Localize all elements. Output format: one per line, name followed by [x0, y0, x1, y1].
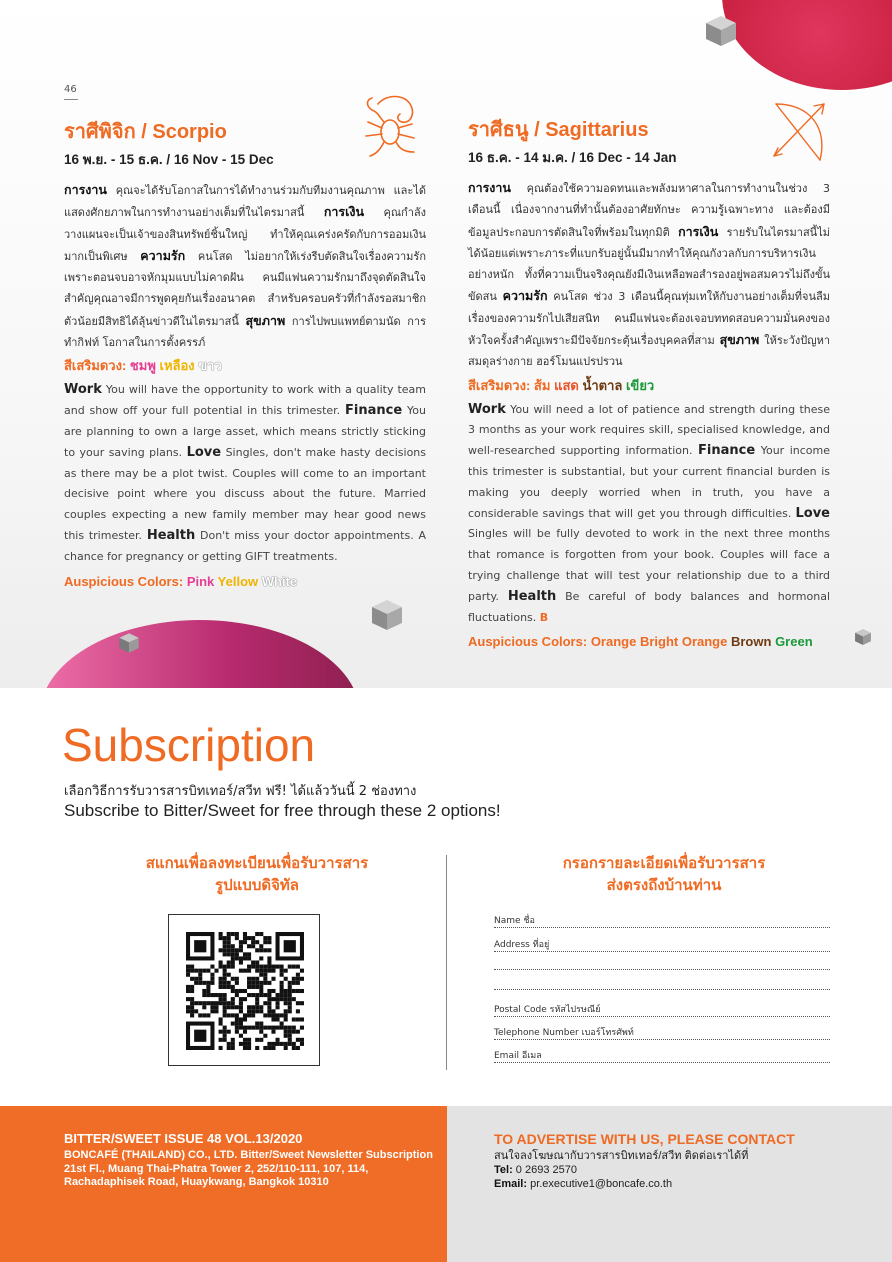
name-field[interactable]: Name ชื่อ — [494, 916, 830, 928]
scorpio-thai-forecast: การงาน คุณจะได้รับโอกาสในการได้ทำงานร่วมกับทีมงานคุณภาพ และได้แสดงศักยภาพในการทำงานอย่างเต็มที่ในไตรมาสนี้ การเงิน คุณกำลังวางแผนจะเป็นเจ้าของสินทรัพย์ชิ้นใหญ่ ทำให้คุณเคร่งครัดกับการออมเงินมากเป็นพิเศษ ความรัก คนโสด ไม่อยากให้เร่งรีบตัดสินใจเรื่องความรักเพราะตอนจบอาจหักมุมแบบไม่คาดฝัน คนมีแฟนความรักมาถึงจุดตัดสินใจสำคัญคุณอาจมีการพูดคุยกันเรื่องอนาคต สำหรับครอบครัวที่กำลังรอสมาชิกตัวน้อยมีสิทธิได้ลุ้นข่าวดีในไตรมาสนี้ สุขภาพ การไปพบแพทย์ตามนัด การทำกิฟท์ โอกาสในการตั้งครรภ์ — [64, 182, 427, 350]
qr-code-icon — [186, 932, 304, 1050]
scorpio-column — [64, 120, 426, 589]
sagittarius-column — [468, 118, 830, 649]
address-field-line-2[interactable] — [494, 958, 830, 970]
end-mark: B — [539, 610, 549, 624]
sagittarius-title: ราศีธนู / Sagittarius — [468, 119, 649, 141]
subscription-subtitle-thai: เลือกวิธีการรับวารสารบิทเทอร์/สวีท ฟรี! ได้แล้ววันนี้ 2 ช่องทาง — [64, 784, 417, 799]
email-field[interactable]: Email อีเมล — [494, 1051, 830, 1063]
page-number-rule — [64, 99, 78, 100]
cube-icon — [704, 14, 738, 48]
address-field[interactable]: Address ที่อยู่ — [494, 940, 830, 952]
sagittarius-dates: 16 ธ.ค. - 14 ม.ค. / 16 Dec - 14 Jan — [468, 150, 677, 165]
cube-icon — [854, 628, 872, 646]
postal-code-field[interactable]: Postal Code รหัสไปรษณีย์ — [494, 1005, 830, 1017]
scorpio-english-forecast: Work You will have the opportunity to work with a quality team and show off your full potential in this trimester. Finance You are planning to own a large asset, which means strictly sticking to your saving plans. Love Singles, don't make hasty decisions as there may be a plot twist. Couples will come to an important decisive point where you discuss about the future. Married couples expecting a new family member may hear good news this trimester. Health Don't miss your doctor appointments. A chance for pregnancy or getting GIFT treatments. — [64, 382, 427, 563]
publisher-address: BONCAFÉ (THAILAND) CO., LTD. Bitter/Sweet Newsletter Subscription 21st Fl., Muang Thai-Phatra Tower 2, 252/110-111, 107, 114, Rachadaphisek Road, Huaykwang, Bangkok 10310 — [64, 1149, 433, 1188]
sagittarius-thai-colors: สีเสริมดวง: ส้ม แสด น้ำตาล เขียว — [468, 377, 655, 393]
address-field-line-3[interactable] — [494, 978, 830, 990]
digital-subscription-heading: สแกนเพื่อลงทะเบียนเพื่อรับวารสาร รูปแบบดิจิทัล — [145, 854, 369, 894]
scorpio-english-colors: Auspicious Colors: Pink Yellow White — [64, 573, 298, 589]
scorpio-title: ราศีพิจิก / Scorpio — [64, 121, 227, 143]
contact-telephone: Tel: 0 2693 2570 — [494, 1164, 577, 1176]
qr-code[interactable] — [168, 914, 320, 1066]
page-number: 46 — [64, 84, 77, 95]
scorpio-thai-colors: สีเสริมดวง: ชมพู เหลือง ขาว — [64, 358, 222, 374]
decorative-blob — [40, 620, 360, 688]
cube-icon — [370, 598, 404, 632]
column-divider — [446, 855, 447, 1070]
subscription-subtitle-english: Subscribe to Bitter/Sweet for free through these 2 options! — [64, 801, 501, 820]
mail-subscription-heading: กรอกรายละเอียดเพื่อรับวารสาร ส่งตรงถึงบ้านท่าน — [562, 854, 766, 894]
advertise-contact: สนใจลงโฆษณากับวารสารบิทเทอร์/สวีท ติดต่อเราได้ที่ Tel: 0 2693 2570 Email: pr.executive1@boncafe.co.th — [494, 1149, 874, 1191]
advertise-title: TO ADVERTISE WITH US, PLEASE CONTACT — [494, 1131, 795, 1147]
scorpio-dates: 16 พ.ย. - 15 ธ.ค. / 16 Nov - 15 Dec — [64, 152, 274, 167]
thai-love-label: ความรัก — [140, 247, 186, 263]
decorative-blob — [722, 0, 892, 90]
telephone-field[interactable]: Telephone Number เบอร์โทรศัพท์ — [494, 1028, 830, 1040]
thai-health-label: สุขภาพ — [245, 312, 286, 328]
thai-finance-label: การเงิน — [323, 204, 365, 220]
sagittarius-english-colors: Auspicious Colors: Orange Bright Orange Brown Green — [468, 634, 813, 650]
thai-work-label: การงาน — [64, 182, 107, 197]
subscription-title: Subscription — [62, 719, 316, 771]
contact-email[interactable]: Email: pr.executive1@boncafe.co.th — [494, 1178, 673, 1190]
sagittarius-english-forecast: Work You will need a lot of patience and strength during these 3 months as your work requires skill, specialised knowledge, and well-researched supporting information. Finance Your income this trimester is substantial, but your current financial burden is making you deeply worried when in truth, you have a considerable savings that will get you through difficulties. Love Singles will be fully devoted to work in the next three months that romance is forgotten from your book. Couples will face a trying challenge that will test your relationship due to a third party. Health Be careful of body balances and hormonal fluctuations. B — [468, 401, 831, 624]
sagittarius-thai-forecast: การงาน คุณต้องใช้ความอดทนและพลังมหาศาลในการทำงานในช่วง 3 เดือนนี้ เนื่องจากงานที่ทำนั้นต้องอาศัยทักษะ ความรู้เฉพาะทาง และต้องมีข้อมูลประกอบการตัดสินใจที่พร้อมในทุกมิติ การเงิน รายรับในไตรมาสนี้ไม่ได้น้อยแต่เพราะภาระที่แบกรับอยู่นั้นมีมากทำให้คุณกังวลกับการบริหารเงินอย่างหนัก ทั้งที่ความเป็นจริงคุณยังมีเงินเหลือพอสำรองอยู่พอสมควรไม่ถึงขั้นขัดสน ความรัก คนโสด ช่วง 3 เดือนนี้คุณทุ่มเทให้กับงานอย่างเต็มที่จนลืมเรื่องของความรักไปเสียสนิท คนมีแฟนจะต้องเจอบททดสอบความมั่นคงของหัวใจครั้งสำคัญเพราะมีปัจจัยกระตุ้นเรื่องบุคคลที่สาม สุขภาพ ให้ระวังปัญหาสมดุลร่างกาย ฮอร์โมนแปรปรวน — [468, 180, 830, 369]
cube-icon — [118, 632, 140, 654]
issue-title: BITTER/SWEET ISSUE 48 VOL.13/2020 — [64, 1131, 303, 1146]
